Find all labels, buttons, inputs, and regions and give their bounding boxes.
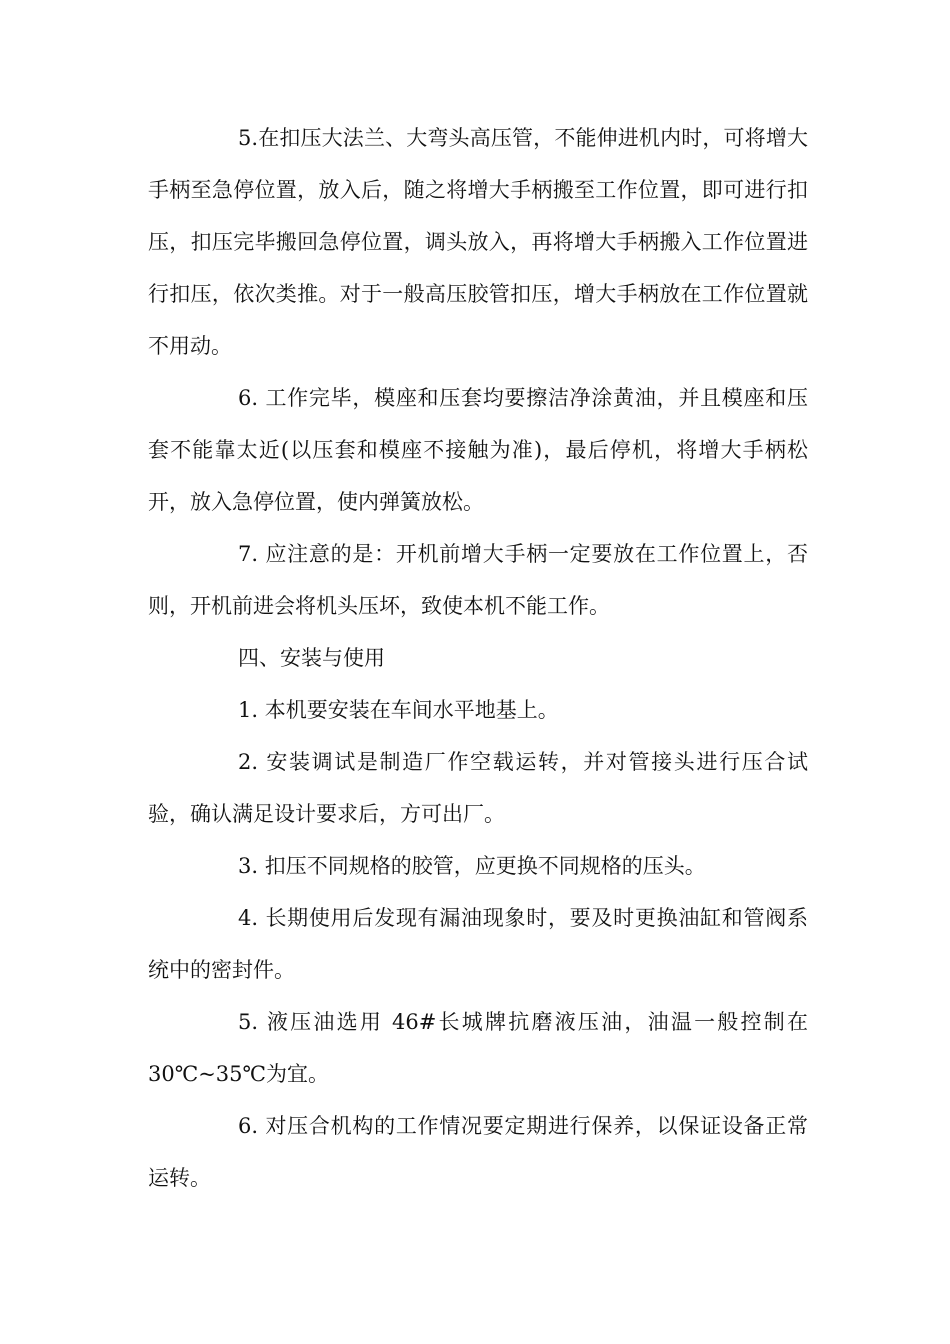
- paragraph-install-3: 3. 扣压不同规格的胶管，应更换不同规格的压头。: [238, 854, 706, 878]
- paragraph-install-4: 4. 长期使用后发现有漏油现象时，要及时更换油缸和管阀系统中的密封件。: [148, 906, 808, 982]
- paragraph-after-work: 6. 工作完毕，模座和压套均要擦洁净涂黄油，并且模座和压套不能靠太近(以压套和模座不接触为准)，最后停机，将增大手柄松开，放入急停位置，使内弹簧放松。: [148, 386, 808, 514]
- paragraph-install-2: 2. 安装调试是制造厂作空载运转，并对管接头进行压合试验，确认满足设计要求后，方可出厂。: [148, 750, 808, 826]
- section-heading-install-use: 四、安装与使用: [238, 646, 385, 670]
- paragraph-install-1: 1. 本机要安装在车间水平地基上。: [238, 698, 559, 722]
- paragraph-crimp-large-flange: 5.在扣压大法兰、大弯头高压管，不能伸进机内时，可将增大手柄至急停位置，放入后，随之将增大手柄搬至工作位置，即可进行扣压，扣压完毕搬回急停位置，调头放入，再将增大手柄搬入工作位置进行扣压，依次类推。对于一般高压胶管扣压，增大手柄放在工作位置就不用动。: [148, 126, 808, 358]
- paragraph-caution: 7. 应注意的是：开机前增大手柄一定要放在工作位置上，否则，开机前进会将机头压坏，致使本机不能工作。: [148, 542, 808, 618]
- paragraph-install-6: 6. 对压合机构的工作情况要定期进行保养，以保证设备正常运转。: [148, 1114, 808, 1190]
- document-body: [148, 112, 808, 1204]
- paragraph-install-5: 5. 液压油选用 46#长城牌抗磨液压油，油温一般控制在 30℃~35℃为宜。: [148, 1010, 808, 1086]
